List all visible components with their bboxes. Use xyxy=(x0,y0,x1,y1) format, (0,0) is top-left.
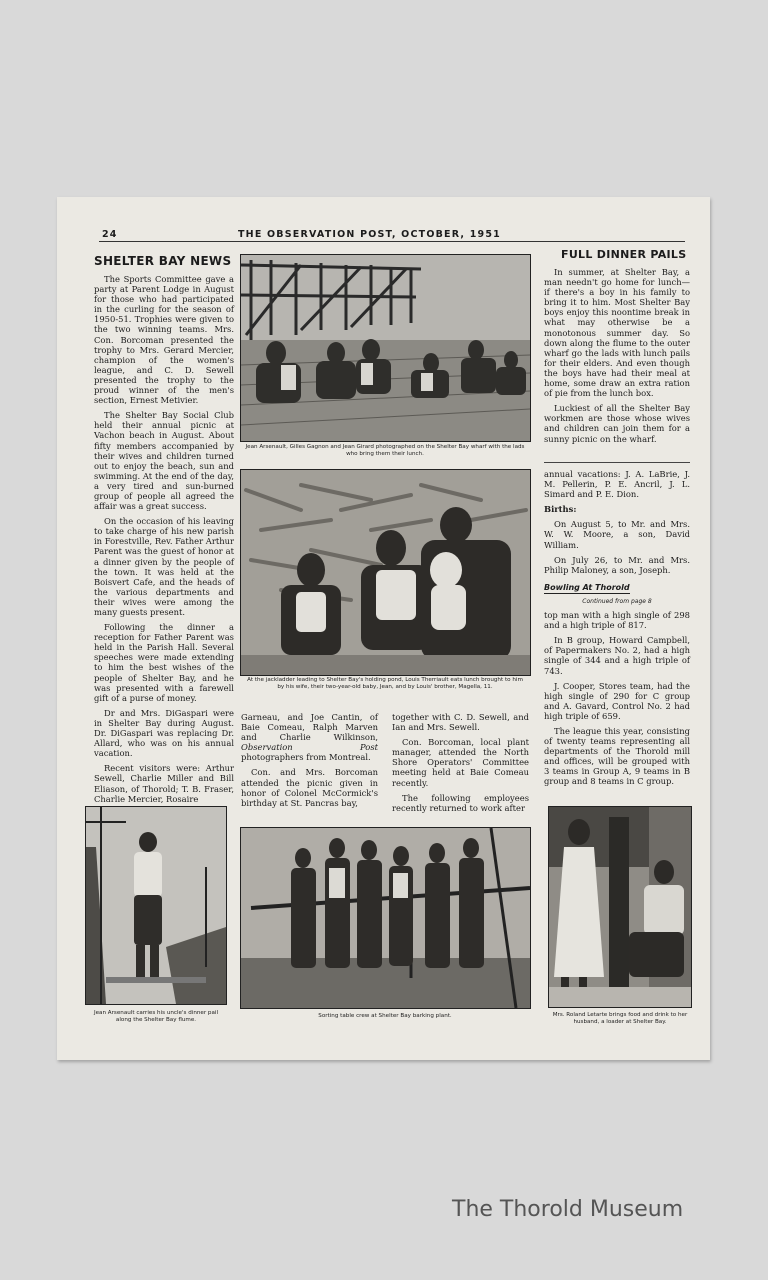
middle-column-one xyxy=(241,712,378,813)
article-paragraph: top man with a high single of 298 and a high triple of 817. xyxy=(544,610,690,631)
shelter-bay-column xyxy=(94,274,234,809)
page-number: 24 xyxy=(102,229,118,240)
article-paragraph: On the occasion of his leaving to take charge of his new parish in Forestville, Rev. Father Arthur Parent was the guest of honor at a dinner given by the people of the town. It was held at the Boisvert Cafe, and the heads of the various departments and their wives were among the many guests present. xyxy=(94,516,234,617)
flume-boy-photo xyxy=(85,806,227,1005)
article-paragraph: The following employees recently returned to work after xyxy=(392,792,529,813)
sorting-crew-photo xyxy=(240,827,531,1009)
article-paragraph: The league this year, consisting of twenty teams representing all departments of the Thorold mill and offices, will be grouped with 3 teams in Group A, 9 teams in B group and 8 teams in C group. xyxy=(544,725,690,787)
article-paragraph: The Sports Committee gave a party at Parent Lodge in August for those who had participated in the curling for the season of 1950-51. Trophies were given to the two winning teams. Mrs. Con. Borcoman presented the trophy to Mrs. Gerard Mercier, champion of the women's league, and C. D. Sewell presented the trophy to the proud winner of the men's section, Ernest Metivier. xyxy=(94,274,234,406)
jackladder-photo-caption: At the jackladder leading to Shelter Bay's holding pond, Louis Therriault eats lunch brought to him by his wife, their two-year-old baby, Jean, and by Louis' brother, Magella, 11. xyxy=(247,677,523,690)
vacations-paragraph: annual vacations: J. A. LaBrie, J. M. Pellerin, P. E. Ancril, J. L. Simard and P. E. Dion. xyxy=(544,469,690,500)
newsletter-page xyxy=(57,197,710,1060)
page-header xyxy=(102,227,687,241)
wharf-lunch-photo xyxy=(240,254,531,442)
letarte-photo-caption: Mrs. Roland Letarte brings food and drink to her husband, a loader at Shelter Bay. xyxy=(552,1012,688,1025)
article-paragraph: Garneau, and Joe Cantin, of Baie Comeau, Ralph Marven and Charlie Wilkinson, Observation Post photographers from Montreal. xyxy=(241,712,378,763)
article-paragraph: Con. Borcoman, local plant manager, attended the North Shore Operators' Committee meeting held at Baie Comeau recently. xyxy=(392,737,529,788)
publication-name: Observation Post xyxy=(241,742,378,753)
middle-column-two xyxy=(392,712,529,818)
full-dinner-pails-heading: FULL DINNER PAILS xyxy=(561,248,687,261)
header-rule xyxy=(99,241,685,242)
article-paragraph: Recent visitors were: Arthur Sewell, Charlie Miller and Bill Eliason, of Thorold; T. B. Fraser, Charlie Mercier, Rosaire xyxy=(94,763,234,804)
right-news-column xyxy=(544,469,690,792)
article-paragraph: In B group, Howard Campbell, of Papermakers No. 2, had a high single of 344 and a high triple of 743. xyxy=(544,635,690,676)
article-paragraph: Following the dinner a reception for Father Parent was held in the Parish Hall. Several speeches were made extending to him the best wishes of the people of Shelter Bay, and he was presented with a farewell gift of a purse of money. xyxy=(94,622,234,703)
letarte-photo xyxy=(548,806,692,1008)
sorting-crew-caption: Sorting table crew at Shelter Bay barking plant. xyxy=(318,1013,452,1019)
article-paragraph: together with C. D. Sewell, and Ian and Mrs. Sewell. xyxy=(392,712,529,733)
article-paragraph: Luckiest of all the Shelter Bay workmen are those whose wives and children can join them for a sunny picnic on the wharf. xyxy=(544,403,690,444)
article-paragraph: Con. and Mrs. Borcoman attended the picnic given in honor of Colonel McCormick's birthday at St. Pancras bay, xyxy=(241,767,378,808)
full-dinner-column xyxy=(544,267,690,449)
section-divider xyxy=(544,462,690,463)
jackladder-lunch-photo xyxy=(240,469,531,676)
article-paragraph: In summer, at Shelter Bay, a man needn't go home for lunch—if there's a boy in his family to bring it to him. Most Shelter Bay boys enjoy this noontime break in what may otherwise be a monotonous summer day. So down along the flume to the outer wharf go the lads with lunch pails for their elders. And even though the boys have had their meal at home, some draw an extra ration of pie from the lunch box. xyxy=(544,267,690,399)
article-paragraph: J. Cooper, Stores team, had the high single of 290 for C group and A. Gavard, Control No. 2 had high triple of 659. xyxy=(544,680,690,721)
museum-watermark: The Thorold Museum xyxy=(452,1197,684,1222)
article-paragraph: The Shelter Bay Social Club held their annual picnic at Vachon beach in August. About fifty members accompanied by their wives and children turned out to enjoy the beach, sun and swimming. At the end of the day, a very tired and sun-burned group of people all agreed the affair was a great success. xyxy=(94,410,234,512)
birth-notice: On August 5, to Mr. and Mrs. W. W. Moore, a son, David William. xyxy=(544,519,690,550)
article-paragraph: Dr and Mrs. DiGaspari were in Shelter Bay during August. Dr. DiGaspari was replacing Dr. Allard, who was on his annual vacation. xyxy=(94,707,234,759)
shelter-bay-heading: SHELTER BAY NEWS xyxy=(94,254,232,268)
continued-note: Continued from page 8 xyxy=(582,597,652,605)
births-label: Births: xyxy=(544,504,577,515)
flume-photo-caption: Jean Arsenault carries his uncle's dinner pail along the Shelter Bay flume. xyxy=(93,1010,219,1023)
bowling-heading: Bowling At Thorold xyxy=(544,583,630,594)
publication-title: THE OBSERVATION POST, OCTOBER, 1951 xyxy=(238,229,501,240)
birth-notice: On July 26, to Mr. and Mrs. Philip Maloney, a son, Joseph. xyxy=(544,554,690,575)
wharf-photo-caption: Jean Arsenault, Gilles Gagnon and Jean Girard photographed on the Shelter Bay wharf with the lads who bring them their lunch. xyxy=(245,444,525,457)
